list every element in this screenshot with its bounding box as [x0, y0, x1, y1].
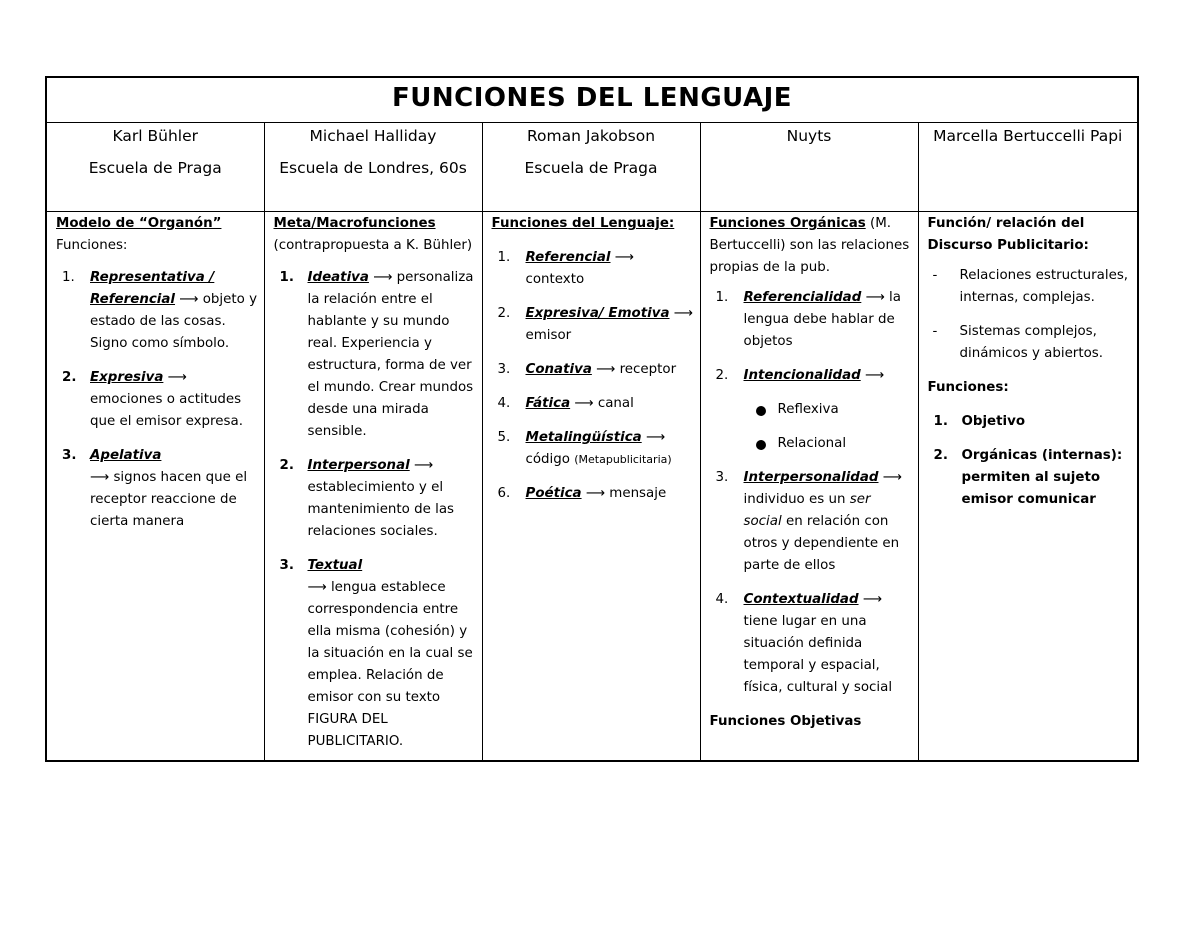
dash-item — [928, 321, 1132, 365]
header-halliday — [264, 123, 482, 212]
item-text: ⟶ establecimiento y el mantenimiento de las relaciones sociales. — [307, 458, 455, 539]
functions-table — [45, 76, 1139, 762]
item-number: 3. — [497, 362, 511, 377]
school-name: Escuela de Praga — [524, 159, 658, 177]
item-label: Contextualidad — [743, 592, 859, 607]
item-text: ⟶ — [882, 470, 902, 485]
section-heading: Funciones del Lenguaje: — [491, 216, 675, 231]
item-number: 6. — [497, 486, 511, 501]
item-number: 2. — [62, 370, 77, 385]
item-label: Conativa — [525, 362, 592, 377]
item-text: ⟶ mensaje — [585, 486, 667, 501]
list-item — [56, 445, 258, 533]
item-number: 1. — [62, 270, 75, 285]
item-text: ⟶ — [645, 430, 666, 445]
item-number: 2. — [715, 368, 729, 383]
list-item — [710, 467, 912, 577]
school-name: Escuela de Praga — [88, 159, 222, 177]
item-label: Objetivo — [961, 414, 1026, 429]
item-label: Expresiva — [90, 370, 164, 385]
author-name: Marcella Bertuccelli Papi — [933, 127, 1123, 145]
list-item — [274, 555, 476, 753]
item-text: ⟶ contexto — [525, 250, 634, 287]
item-label: Poética — [525, 486, 582, 501]
item-number: 1. — [279, 270, 294, 285]
bullet-icon — [756, 406, 766, 416]
item-text: ⟶ personaliza la relación entre el hablante y su mundo real. Experiencia y estructura, forma de ver el mundo. Crear mundos desde una mirada sensible. — [307, 270, 474, 439]
item-label: Referencial — [525, 250, 611, 265]
item-italic: ser social — [743, 492, 871, 529]
item-label: Apelativa — [90, 448, 162, 463]
item-number: 1. — [933, 414, 948, 429]
section-sub: Funciones: — [56, 238, 128, 253]
item-text: ⟶ — [864, 368, 885, 383]
list-item — [492, 303, 694, 347]
item-label: Interpersonal — [307, 458, 410, 473]
item-number: 5. — [497, 430, 511, 445]
author-name: Karl Bühler — [112, 127, 198, 145]
list-item — [710, 365, 912, 387]
bullet-item — [710, 399, 912, 421]
item-text-2: individuo es un — [743, 492, 846, 507]
item-text: permiten al sujeto emisor comunicar — [961, 470, 1101, 507]
section-footer: Funciones Objetivas — [709, 714, 862, 729]
item-text: ⟶ lengua establece correspondencia entre ella misma (cohesión) y la situación en la cual se emplea. Relación de emisor con su texto FIGURA DEL PUBLICITARIO. — [307, 580, 473, 749]
cell-nuyts — [700, 212, 918, 762]
dash-icon: - — [932, 268, 938, 283]
header-nuyts — [700, 123, 918, 212]
dash-item — [928, 265, 1132, 309]
section-sub: Funciones: — [927, 380, 1009, 395]
section-intro-text: (M. Bertuccelli) son las relaciones propias de la pub. — [709, 216, 910, 275]
header-buhler — [46, 123, 264, 212]
list-item — [492, 359, 694, 381]
author-name: Roman Jakobson — [526, 127, 656, 145]
item-label: Expresiva/ Emotiva — [525, 306, 670, 321]
bullet-text: Relacional — [777, 436, 847, 451]
section-heading: Función/ relación del Discurso Publicitario: — [927, 216, 1089, 253]
item-note: (Metapublicitaria) — [574, 453, 672, 466]
section-heading: Funciones Orgánicas — [709, 216, 866, 231]
list-item — [710, 287, 912, 353]
list-item — [56, 367, 258, 433]
section-heading: Meta/Macrofunciones — [273, 216, 436, 231]
author-name: Nuyts — [786, 127, 832, 145]
item-label: Metalingüística — [525, 430, 642, 445]
dash-text: Relaciones estructurales, internas, complejas. — [959, 268, 1129, 305]
item-text-3: en relación con otros y dependiente en parte de ellos — [743, 514, 900, 573]
item-text: ⟶ signos hacen que el receptor reaccione de cierta manera — [90, 470, 248, 529]
cell-papi — [918, 212, 1138, 762]
section-sub: (contrapropuesta a K. Bühler) — [273, 238, 473, 253]
dash-icon: - — [932, 324, 938, 339]
cell-halliday — [264, 212, 482, 762]
item-label: Ideativa — [307, 270, 369, 285]
item-label: Orgánicas (internas): — [961, 448, 1123, 463]
list-item — [492, 483, 694, 505]
page-title: FUNCIONES DEL LENGUAJE — [46, 77, 1138, 123]
school-name: Escuela de Londres, 60s — [279, 159, 467, 177]
item-text-2: tiene lugar en una situación definida temporal y espacial, física, cultural y social — [743, 614, 893, 695]
item-label: Fática — [525, 396, 571, 411]
item-label: Representativa / Referencial — [90, 270, 215, 307]
bullet-icon — [756, 440, 766, 450]
item-label: Referencialidad — [743, 290, 862, 305]
item-number: 2. — [279, 458, 294, 473]
list-item — [492, 393, 694, 415]
header-papi — [918, 123, 1138, 212]
bullet-item — [710, 433, 912, 455]
dash-text: Sistemas complejos, dinámicos y abiertos. — [959, 324, 1103, 361]
author-name: Michael Halliday — [309, 127, 437, 145]
list-item — [928, 411, 1132, 433]
item-text: ⟶ emociones o actitudes que el emisor expresa. — [90, 370, 243, 429]
list-item — [56, 267, 258, 355]
cell-jakobson — [482, 212, 700, 762]
list-item — [710, 589, 912, 699]
item-number: 2. — [933, 448, 948, 463]
list-item — [274, 267, 476, 443]
item-label: Intencionalidad — [743, 368, 861, 383]
item-label: Interpersonalidad — [743, 470, 879, 485]
item-text: ⟶ objeto y estado de las cosas. Signo como símbolo. — [90, 292, 258, 351]
item-number: 4. — [497, 396, 511, 411]
item-number: 1. — [497, 250, 511, 265]
item-number: 3. — [715, 470, 729, 485]
item-text: ⟶ — [862, 592, 883, 607]
bullet-text: Reflexiva — [777, 402, 839, 417]
item-text-2: código — [525, 452, 570, 467]
item-text: ⟶ canal — [574, 396, 634, 411]
item-text: ⟶ la lengua debe hablar de objetos — [743, 290, 901, 349]
item-number: 4. — [715, 592, 729, 607]
section-intro — [710, 213, 912, 279]
item-label: Textual — [307, 558, 363, 573]
item-number: 2. — [497, 306, 511, 321]
list-item — [928, 445, 1132, 511]
item-number: 1. — [715, 290, 729, 305]
item-text: ⟶ receptor — [596, 362, 677, 377]
list-item — [492, 427, 694, 471]
header-jakobson — [482, 123, 700, 212]
list-item — [274, 455, 476, 543]
item-number: 3. — [279, 558, 294, 573]
list-item — [492, 247, 694, 291]
cell-buhler — [46, 212, 264, 762]
item-number: 3. — [62, 448, 77, 463]
item-text: ⟶ emisor — [525, 306, 693, 343]
section-heading: Modelo de “Organón” — [56, 216, 222, 231]
